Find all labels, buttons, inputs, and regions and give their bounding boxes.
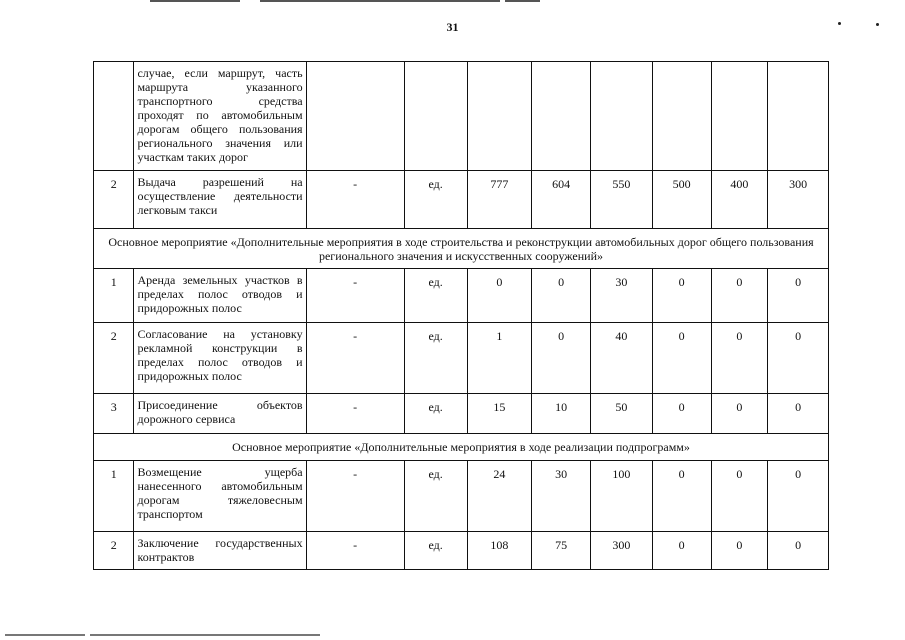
value-cell: 100 [591,461,653,532]
value-cell: 0 [768,532,829,570]
row-number [94,62,134,171]
table-row [94,323,829,394]
value-cell: 0 [652,323,711,394]
value-cell: 0 [711,323,768,394]
dash-cell: - [306,323,404,394]
indicator-name: Заключение государственных контрактов [134,532,306,570]
row-number: 1 [94,269,134,323]
value-cell: 40 [591,323,653,394]
value-cell: 0 [768,461,829,532]
cell [467,62,532,171]
value-cell: 108 [467,532,532,570]
section-header-row [94,434,829,461]
indicator-name: Присоединение объектов дорожного сервиса [134,394,306,434]
unit-cell: ед. [404,394,467,434]
cell [652,62,711,171]
value-cell: 0 [711,461,768,532]
value-cell: 0 [467,269,532,323]
table-row [94,394,829,434]
row-number: 2 [94,323,134,394]
cell [306,62,404,171]
value-cell: 50 [591,394,653,434]
page-number: 31 [446,20,459,34]
indicator-name: Аренда земельных участков в пределах полос отводов и придорожных полос [134,269,306,323]
section-title: Основное мероприятие «Дополнительные мероприятия в ходе реализации подпрограмм» [94,434,829,461]
table-row [94,532,829,570]
indicator-name: Согласование на установку рекламной конструкции в пределах полос отводов и придорожных полос [134,323,306,394]
value-cell: 300 [591,532,653,570]
value-cell: 0 [532,323,591,394]
value-cell: 0 [532,269,591,323]
row-number: 3 [94,394,134,434]
value-cell: 550 [591,171,653,229]
value-cell: 400 [711,171,768,229]
dash-cell: - [306,461,404,532]
cell [532,62,591,171]
value-cell: 0 [768,394,829,434]
value-cell: 0 [652,269,711,323]
value-cell: 0 [652,394,711,434]
table-row [94,461,829,532]
value-cell: 0 [711,269,768,323]
unit-cell: ед. [404,461,467,532]
table-row [94,269,829,323]
value-cell: 604 [532,171,591,229]
cell [404,62,467,171]
indicator-name: случае, если маршрут, часть маршрута указанного транспортного средства проходят по автомобильным дорогам общего пользования регионального значения или участкам таких дорог [134,62,306,171]
table-row [94,62,829,171]
value-cell: 15 [467,394,532,434]
dash-cell: - [306,171,404,229]
scan-edge-top [505,0,540,2]
cell [591,62,653,171]
scan-edge-bottom [5,634,85,636]
unit-cell: ед. [404,269,467,323]
value-cell: 0 [768,269,829,323]
value-cell: 30 [532,461,591,532]
section-header-row [94,229,829,269]
row-number: 2 [94,532,134,570]
value-cell: 777 [467,171,532,229]
indicator-name: Выдача разрешений на осуществление деятельности легковым такси [134,171,306,229]
indicator-name: Возмещение ущерба нанесенного автомобильным дорогам тяжеловесным транспортом [134,461,306,532]
scan-edge-top [260,0,500,2]
value-cell: 0 [711,532,768,570]
value-cell: 1 [467,323,532,394]
value-cell: 0 [652,532,711,570]
table-row [94,171,829,229]
cell [711,62,768,171]
value-cell: 75 [532,532,591,570]
dash-cell: - [306,269,404,323]
value-cell: 500 [652,171,711,229]
row-number: 1 [94,461,134,532]
unit-cell: ед. [404,171,467,229]
unit-cell: ед. [404,323,467,394]
row-number: 2 [94,171,134,229]
value-cell: 0 [768,323,829,394]
cell [768,62,829,171]
value-cell: 30 [591,269,653,323]
scan-edge-bottom [90,634,320,636]
dash-cell: - [306,532,404,570]
indicators-table [93,61,829,570]
dash-cell: - [306,394,404,434]
unit-cell: ед. [404,532,467,570]
value-cell: 10 [532,394,591,434]
value-cell: 0 [711,394,768,434]
section-title: Основное мероприятие «Дополнительные мероприятия в ходе строительства и реконструкции автомобильных дорог общего пользования регионального значения и искусственных сооружений» [94,229,829,269]
scan-edge-top [150,0,240,2]
value-cell: 24 [467,461,532,532]
value-cell: 0 [652,461,711,532]
value-cell: 300 [768,171,829,229]
